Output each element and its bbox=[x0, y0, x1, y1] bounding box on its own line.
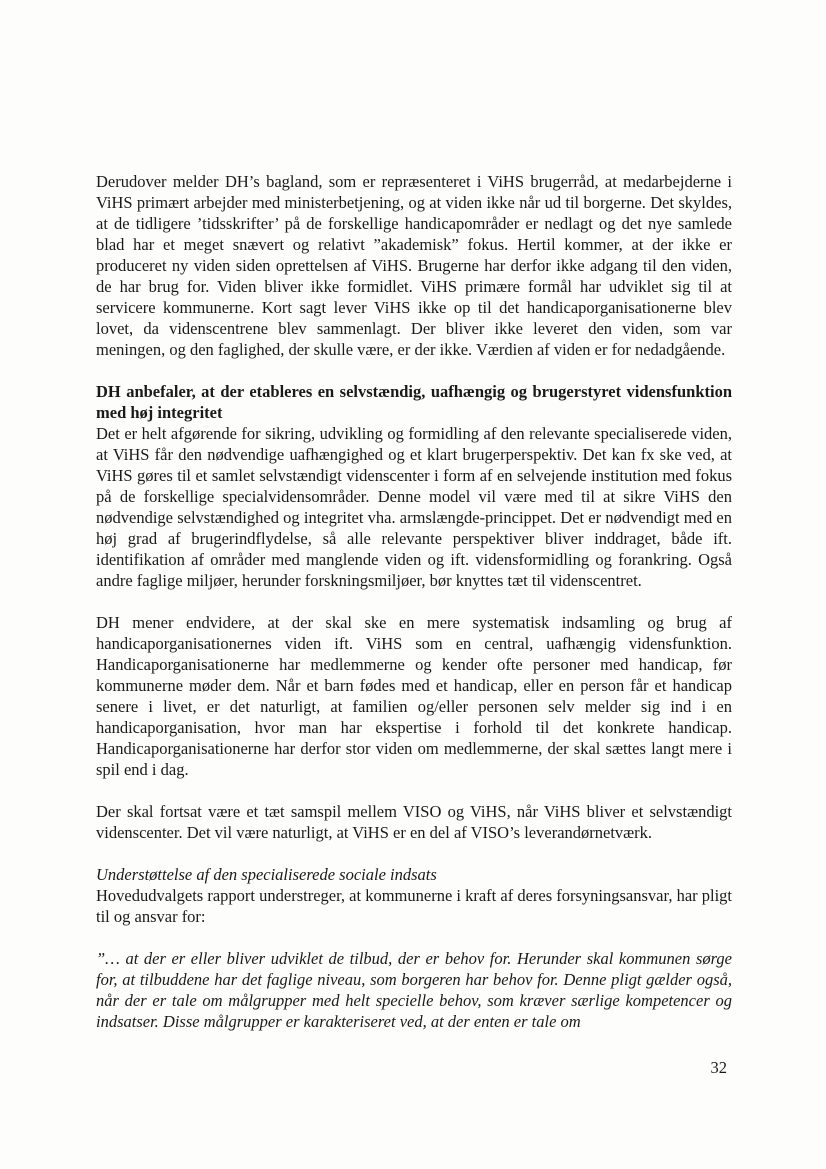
paragraph-hovedudvalg: Hovedudvalgets rapport understreger, at kommunerne i kraft af deres forsyningsansvar, har pligt til og ansvar for: bbox=[96, 886, 733, 926]
heading-dh-recommendation: DH anbefaler, at der etableres en selvstændig, uafhængig og brugerstyret vidensfunktion med høj integritet bbox=[96, 382, 732, 422]
page-number: 32 bbox=[710, 1058, 727, 1077]
paragraph-recommendation-detail: Det er helt afgørende for sikring, udvikling og formidling af den relevante specialiserede viden, at ViHS får den nødvendige uafhængighed og et klart brugerperspektiv. Det kan fx ske ved, at ViHS gøres til et samlet selvstændigt videnscenter i form af en selvejende institution med fokus på de forskellige specialvidensområder. Denne model vil være med til at sikre ViHS den nødvendige selvstændighed og integritet vha. armslængde-princippet. Det er nødvendigt med en høj grad af brugerindflydelse, så alle relevante perspektiver bliver inddraget, både ift. identifikation af områder med manglende viden og ift. vidensformidling og forankring. Også andre faglige miljøer, herunder forskningsmiljøer, bør knyttes tæt til videnscentret. bbox=[96, 424, 732, 590]
document-content bbox=[96, 171, 732, 1053]
paragraph-viso-samspil: Der skal fortsat være et tæt samspil mellem VISO og ViHS, når ViHS bliver et selvstændigt videnscenter. Det vil være naturligt, at ViHS er en del af VISO’s leverandørnetværk. bbox=[96, 802, 732, 842]
paragraph-quote: ”… at der er eller bliver udviklet de tilbud, der er behov for. Herunder skal kommunen sørge for, at tilbuddene har det faglige niveau, som borgeren har behov for. Denne pligt gælder også, når der er tale om målgrupper med helt specielle behov, som kræver særlige kompetencer og indsatser. Disse målgrupper er karakteriseret ved, at der enten er tale om bbox=[96, 949, 732, 1031]
heading-understottelse: Understøttelse af den specialiserede sociale indsats bbox=[96, 865, 437, 884]
paragraph-intro: Derudover melder DH’s bagland, som er repræsenteret i ViHS brugerråd, at medarbejderne i ViHS primært arbejder med ministerbetjening, og at viden ikke når ud til borgerne. Det skyldes, at de tidligere ’tidsskrifter’ på de forskellige handicapområder er nedlagt og det nye samlede blad har et meget snævert og relativt ”akademisk” fokus. Hertil kommer, at der ikke er produceret ny viden siden oprettelsen af ViHS. Brugerne har derfor ikke adgang til den viden, de har brug for. Viden bliver ikke formidlet. ViHS primære formål har udviklet sig til at servicere kommunerne. Kort sagt lever ViHS ikke op til det handicaporganisationerne blev lovet, da videnscentrene blev sammenlagt. Der bliver ikke leveret den viden, som var meningen, og den faglighed, der skulle være, er der ikke. Værdien af viden er for nedadgående. bbox=[96, 172, 732, 359]
paragraph-dh-mener: DH mener endvidere, at der skal ske en mere systematisk indsamling og brug af handicaporganisationernes viden ift. ViHS som en central, uafhængig vidensfunktion. Handicaporganisationerne har medlemmerne og kender ofte personer med handicap, før kommunerne møder dem. Når et barn fødes med et handicap, eller en person får et handicap senere i livet, er det naturligt, at familien og/eller personen selv melder sig ind i en handicaporganisation, hvor man har ekspertise i forhold til det konkrete handicap. Handicaporganisationerne har derfor stor viden om medlemmerne, der skal sættes langt mere i spil end i dag. bbox=[96, 613, 732, 779]
